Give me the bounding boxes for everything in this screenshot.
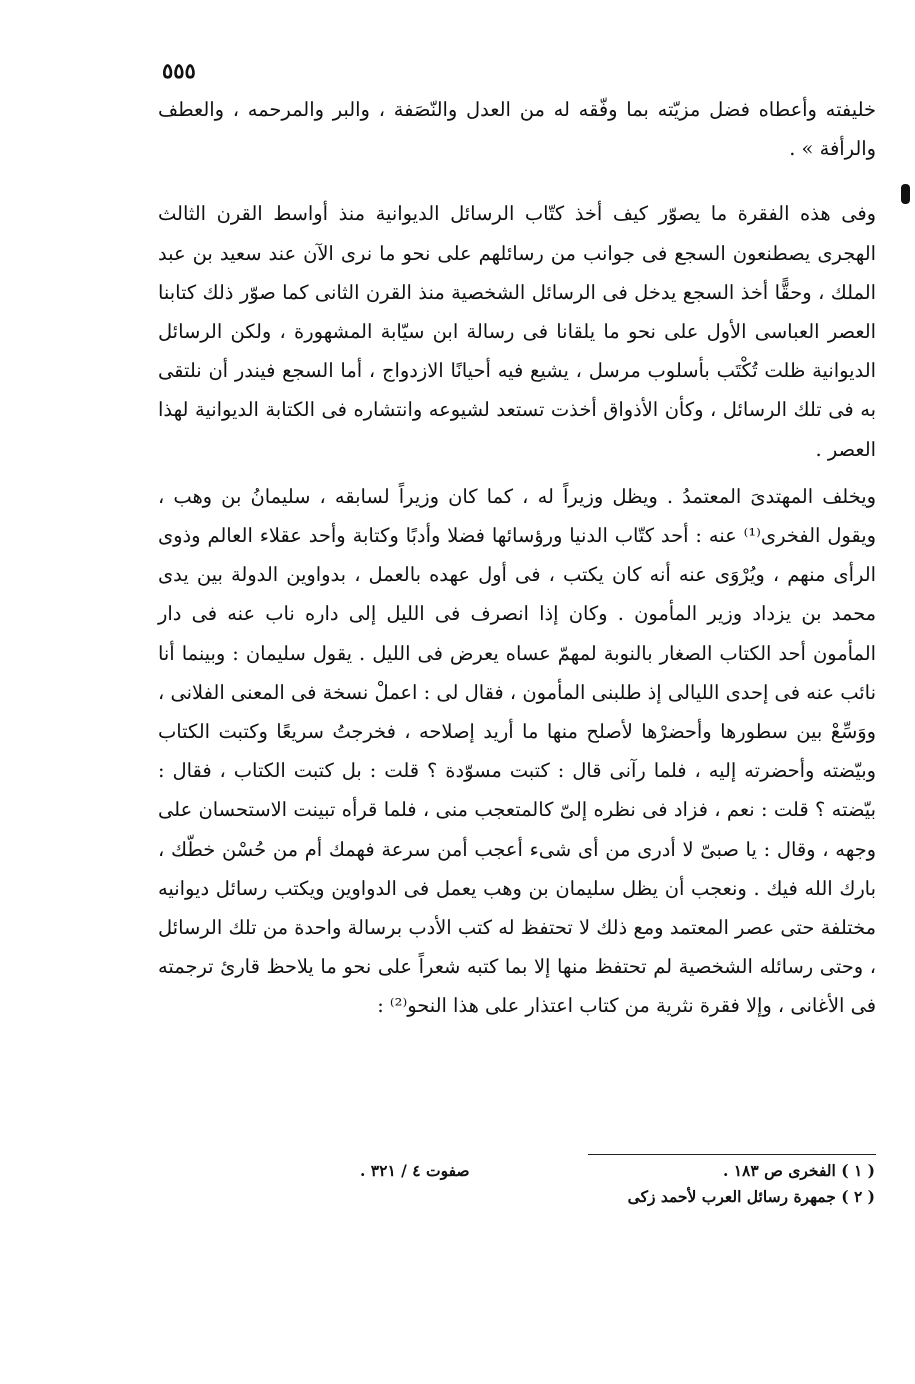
footnote-divider <box>588 1154 876 1155</box>
margin-mark <box>901 184 910 204</box>
footnote-text: ( ٢ ) جمهرة رسائل العرب لأحمد زكى <box>627 1187 875 1206</box>
footnote-aside: صفوت ٤ / ٣٢١ . <box>360 1161 470 1180</box>
footnote-text: ( ١ ) الفخرى ص ١٨٣ . <box>722 1161 875 1180</box>
paragraph: وفى هذه الفقرة ما يصوّر كيف أخذ كتّاب الرسائل الديوانية منذ أواسط القرن الثالث الهجرى يصطنعون السجع فى جوانب من رسائلهم على نحو ما نرى الآن عند سعيد بن عبد الملك ، وحقًّا أخذ السجع يدخل فى الرسائل الشخصية منذ القرن الثانى كما صوّر ذلك كتابنا العصر العباسى الأول على نحو ما يلقانا فى رسالة ابن سيّابة المشهورة ، ولكن الرسائل الديوانية ظلت تُكْتَب بأسلوب مرسل ، يشيع فيه أحيانًا الازدواج ، أما السجع فيندر أن نلتقى به فى تلك الرسائل ، وكأن الأذواق أخذت تستعد لشيوعه وانتشاره فى الكتابة الديوانية لهذا العصر . <box>158 202 877 461</box>
body-text <box>158 90 876 1026</box>
page-number: ٥٥٥ <box>162 58 196 83</box>
footnotes <box>360 1158 875 1210</box>
paragraph: خليفته وأعطاه فضل مزيّته بما وفّقه له من العدل والنّصَفة ، والبر والمرحمه ، والعطف والرأفة » . <box>158 98 876 161</box>
paragraph: ويخلف المهتدىَ المعتمدُ . ويظل وزيراً له ، كما كان وزيراً لسابقه ، سليمانُ بن وهب ، ويقول الفخرى⁽¹⁾ عنه : أحد كتّاب الدنيا ورؤسائها فضلا وأدبًا وكتابة وأحد عقلاء العالم وذوى الرأى منهم ، ويُرْوَى عنه أنه كان يكتب ، فى أول عهده بالعمل ، بدواوين الدولة بين يدى محمد بن يزداد وزير المأمون . وكان إذا انصرف فى الليل إلى داره ناب عنه فى دار المأمون أحد الكتاب الصغار بالنوبة لمهمّ عساه يعرض فى الليل . يقول سليمان : وبينما أنا نائب عنه فى إحدى الليالى إذ طلبنى المأمون ، فقال لى : اعملْ نسخة فى المعنى الفلانى ، ووَسِّعْ بين سطورها وأحضرْها لأصلح منها ما أريد إصلاحه ، فخرجتُ سريعًا وكتبت الكتاب وبيّضته وأحضرته إليه ، فلما رآنى قال : كتبت مسوّدة ؟ قلت : بل كتبت الكتاب ، فقال : بيّضته ؟ قلت : نعم ، فزاد فى نظره إلىّ كالمتعجب منى ، فلما قرأه تبينت الاستحسان على وجهه ، وقال : يا صبىّ لا أدرى من أى شىء أعجب أمن سرعة فهمك أم من حُسْن خطّك ، بارك الله فيك . ونعجب أن يظل سليمان بن وهب يعمل فى الدواوين ويكتب رسائل ديوانيه مختلفة حتى عصر المعتمد ومع ذلك لا تحتفظ له كتب الأدب برسالة واحدة من تلك الرسائل ، وحتى رسائله الشخصية لم تحتفظ منها إلا بما كتبه شعراً على نحو ما يلاحظ قارئ ترجمته فى الأغانى ، وإلا فقرة نثرية من كتاب اعتذار على هذا النحو⁽²⁾ : <box>158 484 877 1018</box>
